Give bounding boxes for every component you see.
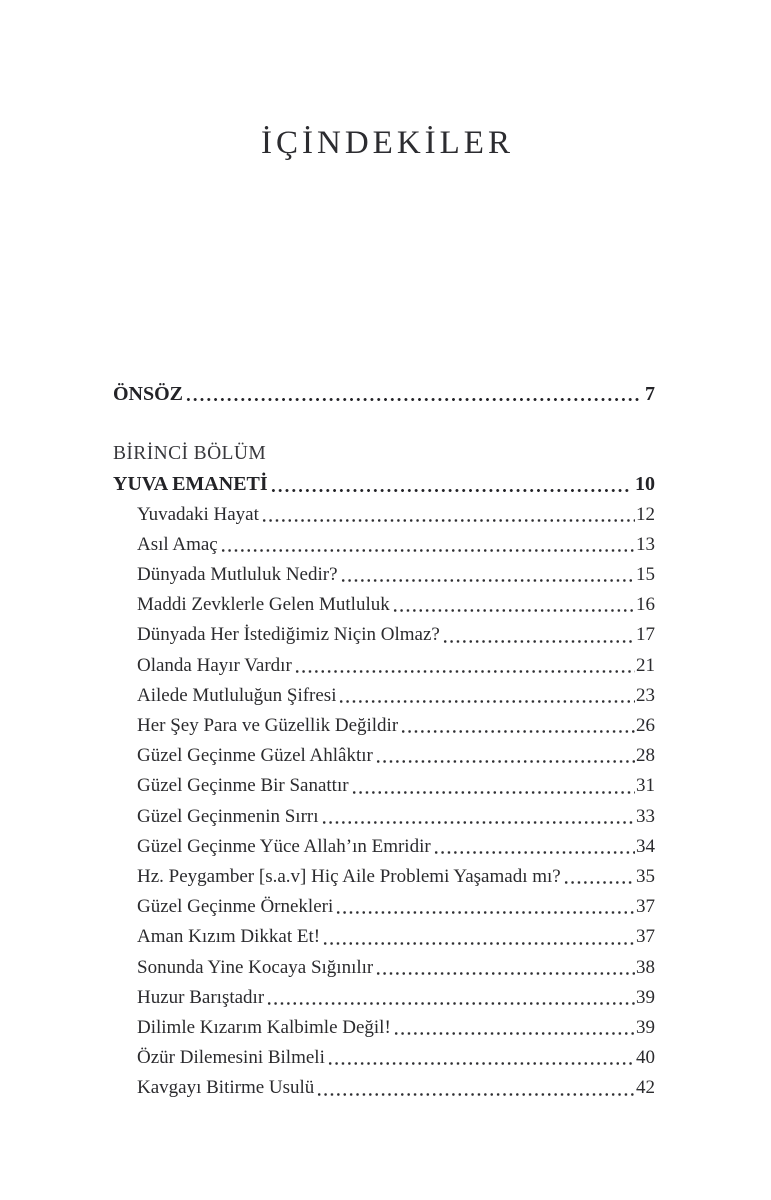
toc-entry-label: ÖNSÖZ — [113, 383, 184, 405]
toc-page-number: 40 — [636, 1047, 655, 1069]
toc-list — [113, 379, 655, 1104]
toc-row — [113, 892, 655, 922]
toc-page-number: 28 — [636, 745, 655, 767]
dot-leader — [433, 851, 635, 854]
toc-entry-label: Aman Kızım Dikkat Et! — [137, 926, 321, 948]
toc-page-number: 33 — [636, 805, 655, 827]
toc-page-number: 21 — [636, 654, 655, 676]
dot-leader — [220, 549, 635, 552]
toc-entry-label: Güzel Geçinme Güzel Ahlâktır — [137, 745, 373, 767]
dot-leader — [270, 489, 630, 492]
toc-page-number: 39 — [636, 1017, 655, 1039]
toc-entry-label: Dünyada Her İstediğimiz Niçin Olmaz? — [137, 624, 440, 646]
toc-entry-label: Dünyada Mutluluk Nedir? — [137, 564, 338, 586]
toc-entry-label: Her Şey Para ve Güzellik Değildir — [137, 715, 399, 737]
toc-page-number: 10 — [635, 473, 655, 496]
toc-row — [113, 802, 655, 832]
toc-entry-label: YUVA EMANETİ — [113, 473, 268, 496]
toc-page-number: 7 — [645, 383, 655, 405]
toc-entry-label: Ailede Mutluluğun Şifresi — [137, 684, 337, 706]
toc-row — [113, 741, 655, 771]
toc-entry-label: Maddi Zevklerle Gelen Mutluluk — [137, 594, 390, 616]
toc-row — [113, 469, 655, 499]
page-title: İÇİNDEKİLER — [261, 125, 514, 162]
toc-row — [113, 651, 655, 681]
toc-entry-label: Güzel Geçinme Örnekleri — [137, 896, 334, 918]
toc-page-number: 12 — [636, 503, 655, 525]
toc-row — [113, 439, 655, 469]
toc-row — [113, 1073, 655, 1103]
dot-leader — [375, 760, 635, 763]
toc-entry-label: Dilimle Kızarım Kalbimle Değil! — [137, 1017, 391, 1039]
toc-page-number: 35 — [636, 866, 655, 888]
toc-entry-label: Asıl Amaç — [137, 533, 218, 555]
toc-page-number: 38 — [636, 956, 655, 978]
dot-leader — [392, 609, 635, 612]
toc-row — [113, 560, 655, 590]
toc-row — [113, 832, 655, 862]
toc-page-number: 37 — [636, 896, 655, 918]
dot-leader — [294, 670, 635, 673]
dot-leader — [351, 791, 635, 794]
toc-entry-label: Huzur Barıştadır — [137, 986, 265, 1008]
dot-leader — [316, 1093, 635, 1096]
dot-leader — [340, 579, 635, 582]
dot-leader — [261, 519, 635, 522]
toc-page-number: 16 — [636, 594, 655, 616]
dot-leader — [338, 700, 635, 703]
toc-row — [113, 953, 655, 983]
toc-entry-label: Güzel Geçinme Bir Sanattır — [137, 775, 349, 797]
toc-row — [113, 922, 655, 952]
toc-entry-label: Özür Dilemesini Bilmeli — [137, 1047, 325, 1069]
toc-row — [113, 379, 655, 409]
toc-row — [113, 862, 655, 892]
toc-page-number: 17 — [636, 624, 655, 646]
toc-row — [113, 681, 655, 711]
toc-entry-label: BİRİNCİ BÖLÜM — [113, 443, 267, 465]
toc-page-number: 31 — [636, 775, 655, 797]
dot-leader — [563, 881, 635, 884]
dot-leader — [327, 1062, 635, 1065]
dot-leader — [335, 911, 635, 914]
toc-row — [113, 983, 655, 1013]
dot-leader — [375, 972, 635, 975]
dot-leader — [400, 730, 635, 733]
toc-page-number: 37 — [636, 926, 655, 948]
dot-leader — [266, 1002, 635, 1005]
toc-row — [113, 590, 655, 620]
toc-page-number: 15 — [636, 564, 655, 586]
toc-page-number: 26 — [636, 715, 655, 737]
dot-leader — [185, 398, 640, 401]
toc-entry-label: Sonunda Yine Kocaya Sığınılır — [137, 956, 374, 978]
toc-page-number: 39 — [636, 986, 655, 1008]
dot-leader — [321, 821, 635, 824]
toc-row — [113, 620, 655, 650]
toc-entry-label: Kavgayı Bitirme Usulü — [137, 1077, 315, 1099]
toc-entry-label: Olanda Hayır Vardır — [137, 654, 292, 676]
toc-row — [113, 1043, 655, 1073]
toc-page-number: 13 — [636, 533, 655, 555]
toc-entry-label: Hz. Peygamber [s.a.v] Hiç Aile Problemi Yaşamadı mı? — [137, 866, 561, 888]
dot-leader — [442, 640, 635, 643]
toc-row — [113, 1013, 655, 1043]
toc-entry-label: Güzel Geçinme Yüce Allah’ın Emridir — [137, 835, 431, 857]
toc-entry-label: Güzel Geçinmenin Sırrı — [137, 805, 319, 827]
dot-leader — [393, 1032, 635, 1035]
toc-entry-label: Yuvadaki Hayat — [137, 503, 259, 525]
toc-page-number: 34 — [636, 835, 655, 857]
toc-page-number: 23 — [636, 684, 655, 706]
dot-leader — [322, 942, 635, 945]
toc-row — [113, 530, 655, 560]
toc-page-number: 42 — [636, 1077, 655, 1099]
toc-row — [113, 500, 655, 530]
toc-row — [113, 771, 655, 801]
toc-row — [113, 711, 655, 741]
